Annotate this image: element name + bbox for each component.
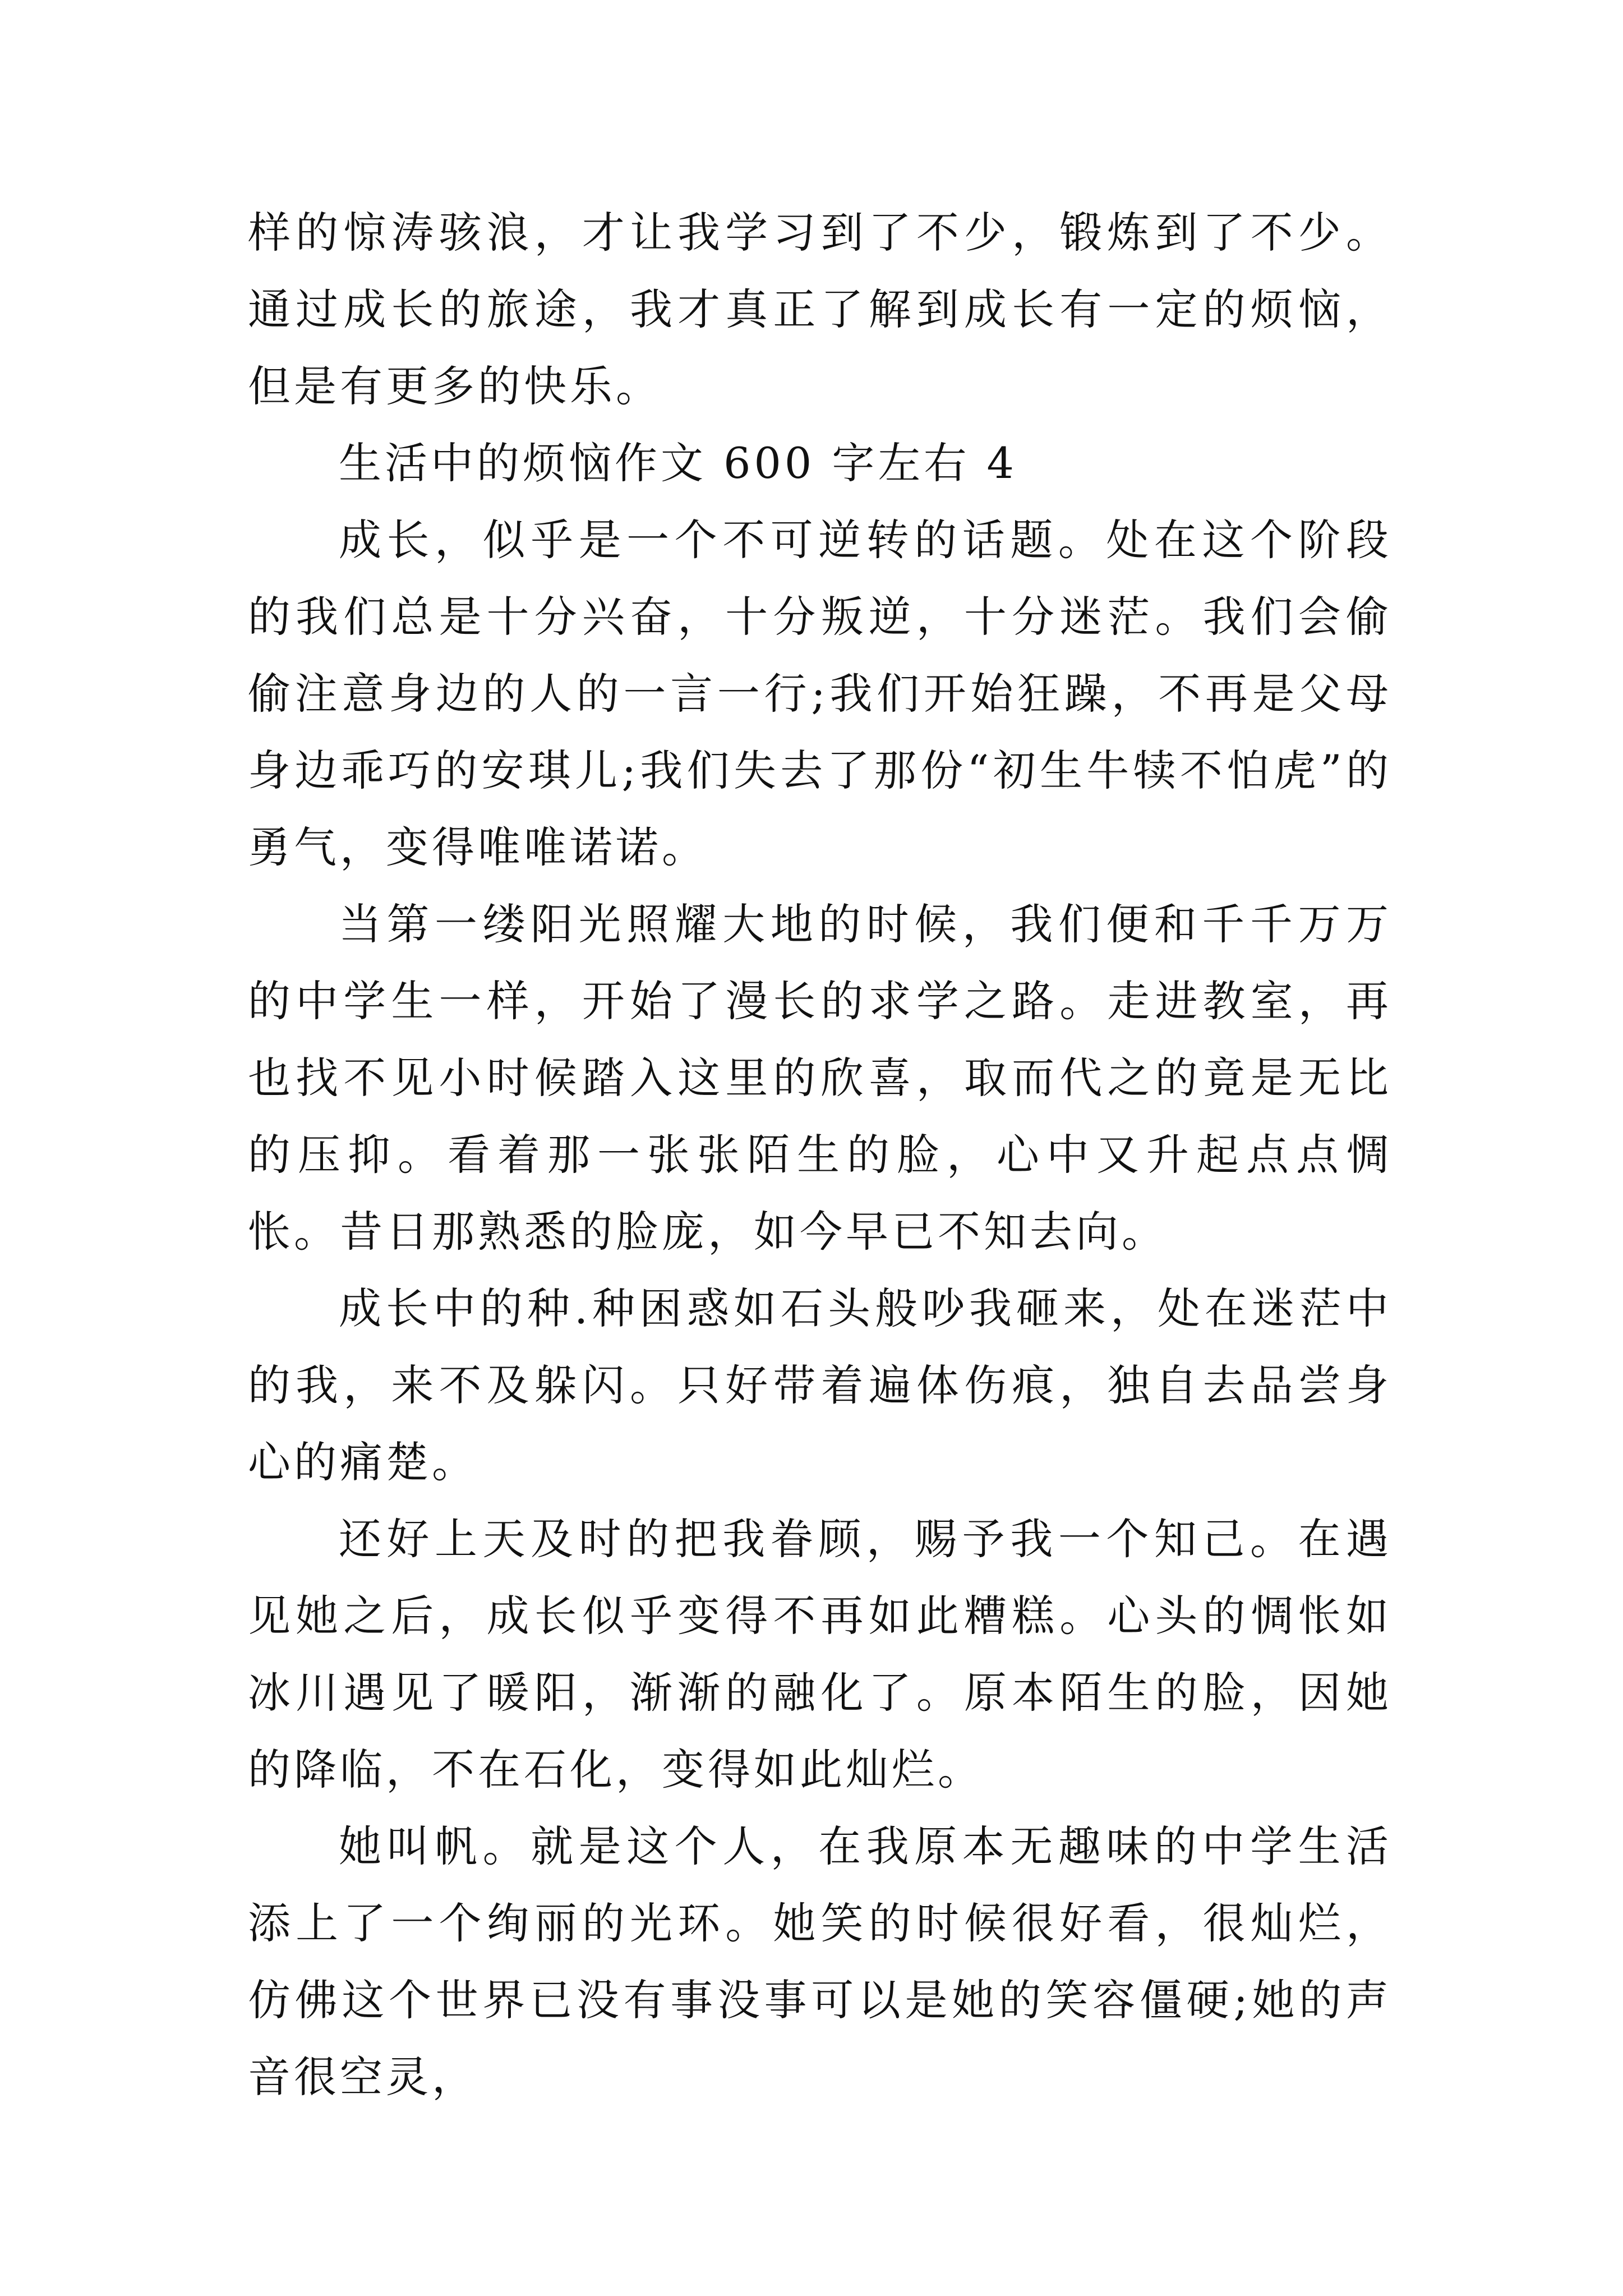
section-title: 生活中的烦恼作文 600 字左右 4	[339, 438, 1017, 488]
body-text	[248, 194, 1392, 2115]
paragraph-5: 她叫帆。就是这个人，在我原本无趣味的中学生活添上了一个绚丽的光环。她笑的时候很好看，很灿烂，仿佛这个世界已没有事没事可以是她的笑容僵硬;她的声音很空灵，	[248, 1821, 1392, 2102]
continuation-paragraph: 样的惊涛骇浪，才让我学习到了不少，锻炼到了不少。通过成长的旅途，我才真正了解到成长有一定的烦恼，但是有更多的快乐。	[248, 208, 1392, 411]
paragraph-3: 成长中的种.种困惑如石头般吵我砸来，处在迷茫中的我，来不及躲闪。只好带着遍体伤痕，独自去品尝身心的痛楚。	[248, 1283, 1392, 1487]
paragraph-2: 当第一缕阳光照耀大地的时候，我们便和千千万万的中学生一样，开始了漫长的求学之路。走进教室，再也找不见小时候踏入这里的欣喜，取而代之的竟是无比的压抑。看着那一张张陌生的脸，心中又升起点点惆怅。昔日那熟悉的脸庞，如今早已不知去向。	[248, 899, 1392, 1257]
paragraph-1: 成长，似乎是一个不可逆转的话题。处在这个阶段的我们总是十分兴奋，十分叛逆，十分迷茫。我们会偷偷注意身边的人的一言一行;我们开始狂躁，不再是父母身边乖巧的安琪儿;我们失去了那份“初生牛犊不怕虎”的勇气，变得唯唯诺诺。	[248, 515, 1392, 872]
paragraph-4: 还好上天及时的把我眷顾，赐予我一个知己。在遇见她之后，成长似乎变得不再如此糟糕。心头的惆怅如冰川遇见了暖阳，渐渐的融化了。原本陌生的脸，因她的降临，不在石化，变得如此灿烂。	[248, 1514, 1392, 1795]
